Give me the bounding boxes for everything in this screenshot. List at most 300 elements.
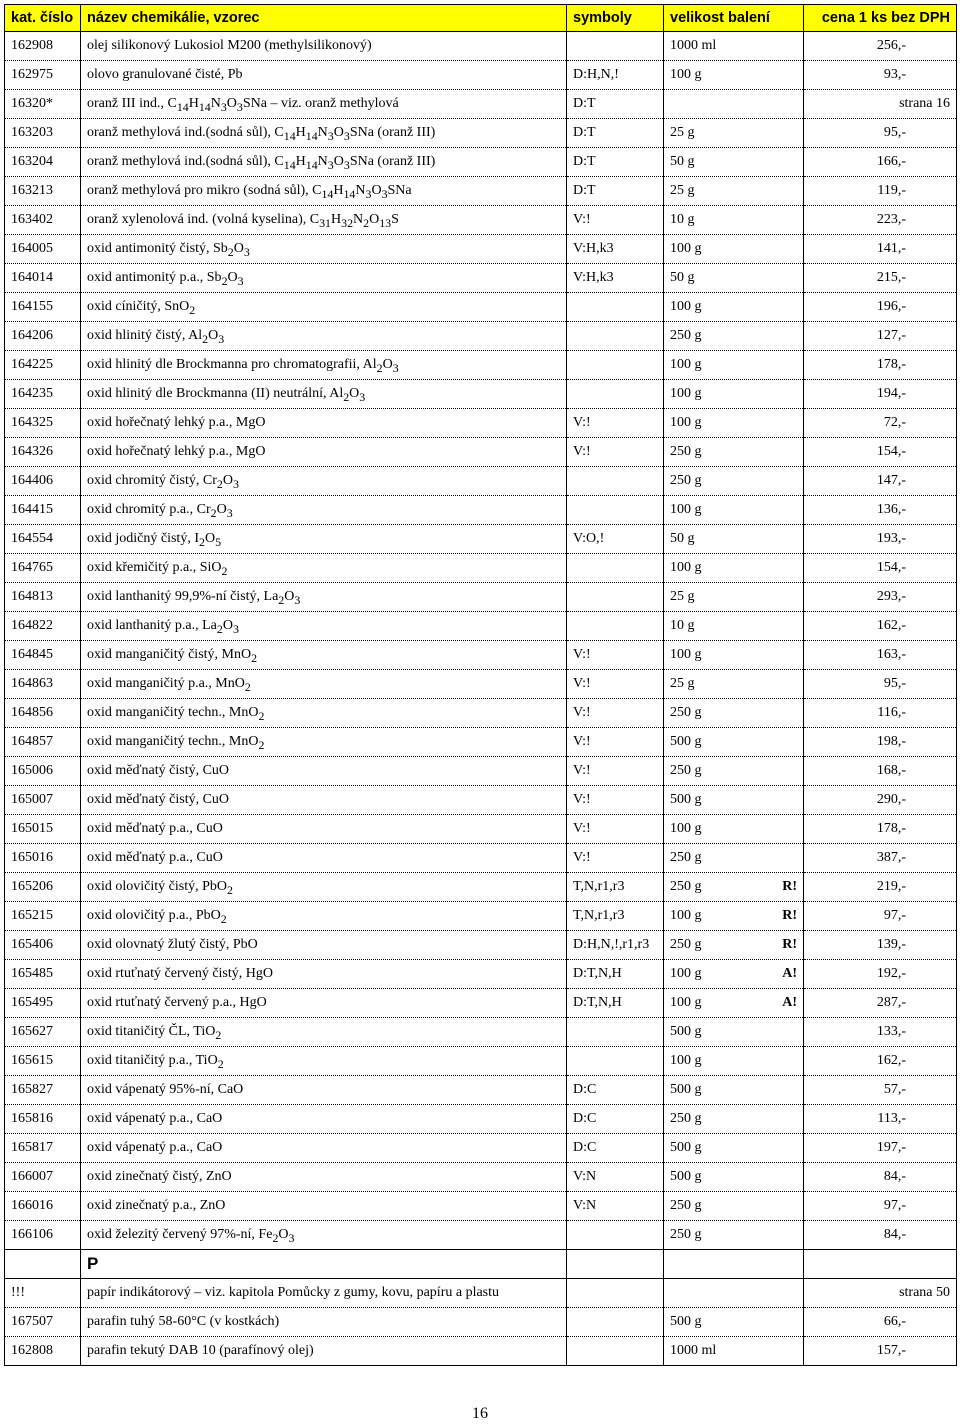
table-row [5,583,957,612]
restriction-flag: R! [782,937,797,952]
hazard-symbols: D:T [567,119,664,148]
hazard-symbols: V:! [567,409,664,438]
package-size-value: 500 g [670,1082,702,1097]
table-row [5,438,957,467]
name-text: papír indikátorový – viz. kapitola Pomůcky z gumy, kovu, papíru a plastu [87,1285,500,1300]
price: 97,- [804,902,957,931]
cat-number: 164845 [5,641,81,670]
package-size [664,206,804,235]
package-size [664,90,804,119]
name-text: O [284,589,295,604]
chemical-name [81,960,567,989]
package-size [664,1308,804,1337]
name-text: oxid lanthanitý p.a., La [87,618,217,633]
formula-subscript: 3 [220,100,227,115]
name-text: oxid hlinitý dle Brockmanna (II) neutrální, Al [87,386,344,401]
package-size-value: 100 g [670,647,702,662]
package-size [664,177,804,206]
cat-number: 165827 [5,1076,81,1105]
package-size-value: 50 g [670,154,695,169]
section-row [5,1250,957,1279]
package-size [664,322,804,351]
chemical-name [81,728,567,757]
formula-subscript: 2 [251,651,258,666]
name-text: oxid hlinitý čistý, Al [87,328,203,343]
package-size [664,699,804,728]
name-text: O [369,212,380,227]
formula-subscript: 13 [379,216,392,231]
cat-number: 164857 [5,728,81,757]
package-size [664,1337,804,1366]
formula-subscript: 32 [341,216,354,231]
formula-subscript: 3 [343,158,350,173]
price: 154,- [804,554,957,583]
chemical-name [81,554,567,583]
chemical-name [81,1047,567,1076]
hazard-symbols: D:T,N,H [567,989,664,1018]
formula-subscript: 2 [258,709,265,724]
name-text: O [216,502,227,517]
hazard-symbols: V:! [567,786,664,815]
formula-subscript: 3 [381,187,388,202]
table-row [5,873,957,902]
price: 133,- [804,1018,957,1047]
formula-subscript: 3 [365,187,372,202]
cat-number: 164014 [5,264,81,293]
package-size-value: 500 g [670,734,702,749]
header-package-size: velikost balení [664,5,804,32]
name-text: O [204,531,216,546]
hazard-symbols: V:H,k3 [567,235,664,264]
name-text: oxid antimonitý čistý, Sb [87,241,228,256]
name-text: oxid měďnatý čistý, CuO [87,763,230,778]
formula-subscript: 2 [216,477,223,492]
package-size-value: 100 g [670,241,702,256]
package-size-value: 100 g [670,821,702,836]
cat-number: 164235 [5,380,81,409]
package-size-value: 250 g [670,473,702,488]
cat-number: 165215 [5,902,81,931]
hazard-symbols: D:C [567,1105,664,1134]
package-size [664,1134,804,1163]
hazard-symbols: V:N [567,1163,664,1192]
name-text: oxid manganičitý čistý, MnO [87,647,252,662]
table-row [5,351,957,380]
name-text: SNa (oranž III) [349,125,436,140]
chemical-name [81,1279,567,1308]
formula-subscript: 3 [294,593,301,608]
name-text: oxid vápenatý p.a., CaO [87,1140,223,1155]
hazard-symbols: D:C [567,1134,664,1163]
hazard-symbols: V:O,! [567,525,664,554]
package-size-value: 50 g [670,531,695,546]
cat-number: 162908 [5,32,81,61]
package-size [664,496,804,525]
package-size-value: 500 g [670,1314,702,1329]
formula-subscript: 3 [236,100,243,115]
formula-subscript: 2 [189,303,196,318]
chemical-name [81,293,567,322]
table-row [5,235,957,264]
price: 157,- [804,1337,957,1366]
formula-subscript: 14 [176,100,189,115]
hazard-symbols [567,612,664,641]
hazard-symbols [567,496,664,525]
name-text: oranž methylová ind.(sodná sůl), C [87,125,284,140]
name-text: oxid rtuťnatý červený p.a., HgO [87,995,267,1010]
price: 93,- [804,61,957,90]
package-size [664,293,804,322]
hazard-symbols: V:! [567,206,664,235]
formula-subscript: 2 [215,1028,222,1043]
package-size [664,61,804,90]
price: strana 16 [804,90,957,119]
package-size-value: 100 g [670,560,702,575]
chemical-name [81,235,567,264]
formula-subscript: 2 [210,506,217,521]
hazard-symbols [567,1308,664,1337]
package-size-value: 500 g [670,1024,702,1039]
formula-subscript: 2 [227,245,234,260]
table-row [5,786,957,815]
package-size [664,902,804,931]
hazard-symbols: D:T [567,148,664,177]
hazard-symbols [567,583,664,612]
price: 192,- [804,960,957,989]
price: 113,- [804,1105,957,1134]
name-text: O [233,241,244,256]
name-text: O [278,1227,289,1242]
name-text: oxid manganičitý techn., MnO [87,734,259,749]
chemical-name [81,641,567,670]
price: 147,- [804,467,957,496]
table-row [5,177,957,206]
formula-subscript: 3 [218,332,225,347]
cat-number: 165627 [5,1018,81,1047]
cat-number: 162975 [5,61,81,90]
hazard-symbols: D:H,N,! [567,61,664,90]
name-text: S [391,212,399,227]
restriction-flag: A! [782,966,797,981]
price: 136,- [804,496,957,525]
table-row [5,757,957,786]
package-size [664,1192,804,1221]
package-size-value: 100 g [670,995,702,1010]
chemical-name [81,873,567,902]
package-size [664,960,804,989]
name-text: parafin tuhý 58-60°C (v kostkách) [87,1314,280,1329]
table-row [5,1163,957,1192]
package-size [664,728,804,757]
package-size-value: 10 g [670,212,695,227]
formula-subscript: 2 [376,361,383,376]
price: 387,- [804,844,957,873]
formula-subscript: 2 [221,564,228,579]
price: 178,- [804,351,957,380]
name-text: O [208,328,219,343]
name-text: oxid zinečnatý čistý, ZnO [87,1169,232,1184]
chemical-name [81,1221,567,1250]
name-text: oxid manganičitý p.a., MnO [87,676,245,691]
cat-number: 166007 [5,1163,81,1192]
hazard-symbols: V:! [567,438,664,467]
cat-number: 165016 [5,844,81,873]
restriction-flag: R! [782,908,797,923]
package-size-value: 100 g [670,1053,702,1068]
package-size-value: 100 g [670,908,702,923]
hazard-symbols: V:! [567,641,664,670]
name-text: SNa (oranž III) [349,154,436,169]
name-text: O [349,386,360,401]
name-text: oxid antimonitý p.a., Sb [87,270,222,285]
package-size-value: 100 g [670,357,702,372]
package-size-value: 250 g [670,1111,702,1126]
package-size-value: 25 g [670,125,695,140]
package-size-value: 25 g [670,676,695,691]
package-size-value: 100 g [670,502,702,517]
formula-subscript: 14 [321,187,334,202]
package-size-value: 10 g [670,618,695,633]
formula-subscript: 2 [217,1057,224,1072]
package-size [664,641,804,670]
chemical-name [81,380,567,409]
hazard-symbols: V:! [567,757,664,786]
table-row [5,380,957,409]
formula-subscript: 2 [363,216,370,231]
package-size-value: 50 g [670,270,695,285]
chemical-name [81,351,567,380]
name-text: oxid železitý červený 97%-ní, Fe [87,1227,273,1242]
name-text: O [226,96,237,111]
table-row [5,525,957,554]
formula-subscript: 3 [237,274,244,289]
formula-subscript: 2 [216,622,223,637]
chemical-name [81,438,567,467]
formula-subscript: 3 [343,129,350,144]
chemical-name [81,467,567,496]
name-text: N [355,183,366,198]
package-size [664,1279,804,1308]
table-row [5,467,957,496]
package-size-value: 250 g [670,328,702,343]
price: 223,- [804,206,957,235]
cat-number: 163204 [5,148,81,177]
chemical-name [81,1105,567,1134]
price: 290,- [804,786,957,815]
price: 256,- [804,32,957,61]
package-size-value: 100 g [670,966,702,981]
chemical-name [81,699,567,728]
table-row [5,206,957,235]
cat-number: !!! [5,1279,81,1308]
hazard-symbols [567,1047,664,1076]
formula-subscript: 3 [288,1231,295,1246]
table-row [5,322,957,351]
formula-subscript: 2 [272,1231,279,1246]
cat-number: 164155 [5,293,81,322]
package-size-value: 1000 ml [670,38,717,53]
name-text: oxid hořečnatý lehký p.a., MgO [87,444,266,459]
cat-number: 165485 [5,960,81,989]
cat-number: 164415 [5,496,81,525]
table-row [5,1134,957,1163]
package-size-value: 250 g [670,850,702,865]
price: 119,- [804,177,957,206]
package-size-value: 250 g [670,1227,702,1242]
formula-subscript: 3 [232,622,239,637]
package-size [664,467,804,496]
package-size [664,844,804,873]
package-size-value: 25 g [670,589,695,604]
name-text: oxid olovnatý žlutý čistý, PbO [87,937,258,952]
formula-subscript: 2 [199,535,205,550]
hazard-symbols: V:! [567,728,664,757]
price: 168,- [804,757,957,786]
name-text: oxid olovičitý čistý, PbO [87,879,227,894]
name-text: H [331,212,342,227]
table-row [5,844,957,873]
formula-subscript: 31 [319,216,331,231]
cat-number: 164326 [5,438,81,467]
price: 154,- [804,438,957,467]
price: 293,- [804,583,957,612]
formula-subscript: 2 [244,680,251,695]
package-size [664,786,804,815]
chemical-name [81,1134,567,1163]
chemical-name [81,61,567,90]
formula-subscript: 3 [243,245,250,260]
hazard-symbols: D:T,N,H [567,960,664,989]
name-text: O [222,473,233,488]
section-letter: P [81,1250,567,1279]
cat-number: 164206 [5,322,81,351]
chemical-name [81,612,567,641]
table-row [5,612,957,641]
chemical-name [81,32,567,61]
table-row [5,90,957,119]
package-size [664,235,804,264]
name-text: SNa – viz. oranž methylová [242,96,399,111]
price: 139,- [804,931,957,960]
chemical-name [81,670,567,699]
package-size [664,815,804,844]
chemical-name [81,902,567,931]
chemical-name [81,148,567,177]
hazard-symbols [567,554,664,583]
price: 197,- [804,1134,957,1163]
price: 178,- [804,815,957,844]
name-text: oxid olovičitý p.a., PbO [87,908,221,923]
price: 194,- [804,380,957,409]
price: 95,- [804,119,957,148]
chemical-name [81,989,567,1018]
cat-number: 163203 [5,119,81,148]
package-size [664,1221,804,1250]
chemical-name [81,119,567,148]
cat-number: 166106 [5,1221,81,1250]
table-row [5,641,957,670]
formula-subscript: 2 [258,738,265,753]
price: 84,- [804,1221,957,1250]
name-text: oxid manganičitý techn., MnO [87,705,259,720]
chemical-name [81,177,567,206]
name-text: N [353,212,364,227]
package-size-value: 250 g [670,444,702,459]
table-row [5,1047,957,1076]
hazard-symbols [567,322,664,351]
hazard-symbols: T,N,r1,r3 [567,902,664,931]
package-size-value: 100 g [670,386,702,401]
cat-number: 165615 [5,1047,81,1076]
table-row [5,815,957,844]
cat-number: 165406 [5,931,81,960]
hazard-symbols: D:T [567,90,664,119]
formula-subscript: 3 [327,129,334,144]
package-size [664,873,804,902]
hazard-symbols: V:N [567,1192,664,1221]
chemical-name [81,322,567,351]
cat-number: 164225 [5,351,81,380]
table-row [5,32,957,61]
hazard-symbols [567,32,664,61]
table-row [5,1221,957,1250]
price: 141,- [804,235,957,264]
restriction-flag: R! [782,879,797,894]
table-row [5,1279,957,1308]
package-size [664,612,804,641]
name-text: N [210,96,221,111]
name-text: oranž methylová ind.(sodná sůl), C [87,154,284,169]
name-text: H [295,125,306,140]
package-size [664,931,804,960]
chemical-name [81,815,567,844]
name-text: oranž methylová pro mikro (sodná sůl), C [87,183,322,198]
table-row [5,960,957,989]
name-text: O [333,125,344,140]
name-text: oxid chromitý p.a., Cr [87,502,211,517]
name-text: oxid křemičitý p.a., SiO [87,560,222,575]
header-cat-number: kat. číslo [5,5,81,32]
header-symbols: symboly [567,5,664,32]
chemical-name [81,1192,567,1221]
section-blank [567,1250,664,1279]
hazard-symbols [567,1279,664,1308]
name-text: oxid titaničitý p.a., TiO [87,1053,218,1068]
cat-number: 165495 [5,989,81,1018]
table-row [5,1018,957,1047]
name-text: N [317,125,328,140]
name-text: SNa [387,183,412,198]
name-text: N [317,154,328,169]
name-text: oxid měďnatý čistý, CuO [87,792,230,807]
formula-subscript: 3 [359,390,366,405]
hazard-symbols: V:! [567,844,664,873]
name-text: H [295,154,306,169]
package-size [664,1076,804,1105]
chemical-name [81,1018,567,1047]
page-number: 16 [472,1405,488,1422]
name-text: oranž III ind., C [87,96,177,111]
table-row [5,148,957,177]
table-row [5,989,957,1018]
formula-subscript: 14 [283,129,296,144]
table-row [5,1308,957,1337]
name-text: oxid cíničitý, SnO [87,299,190,314]
cat-number: 165816 [5,1105,81,1134]
cat-number: 164554 [5,525,81,554]
formula-subscript: 2 [227,883,233,898]
cat-number: 164863 [5,670,81,699]
